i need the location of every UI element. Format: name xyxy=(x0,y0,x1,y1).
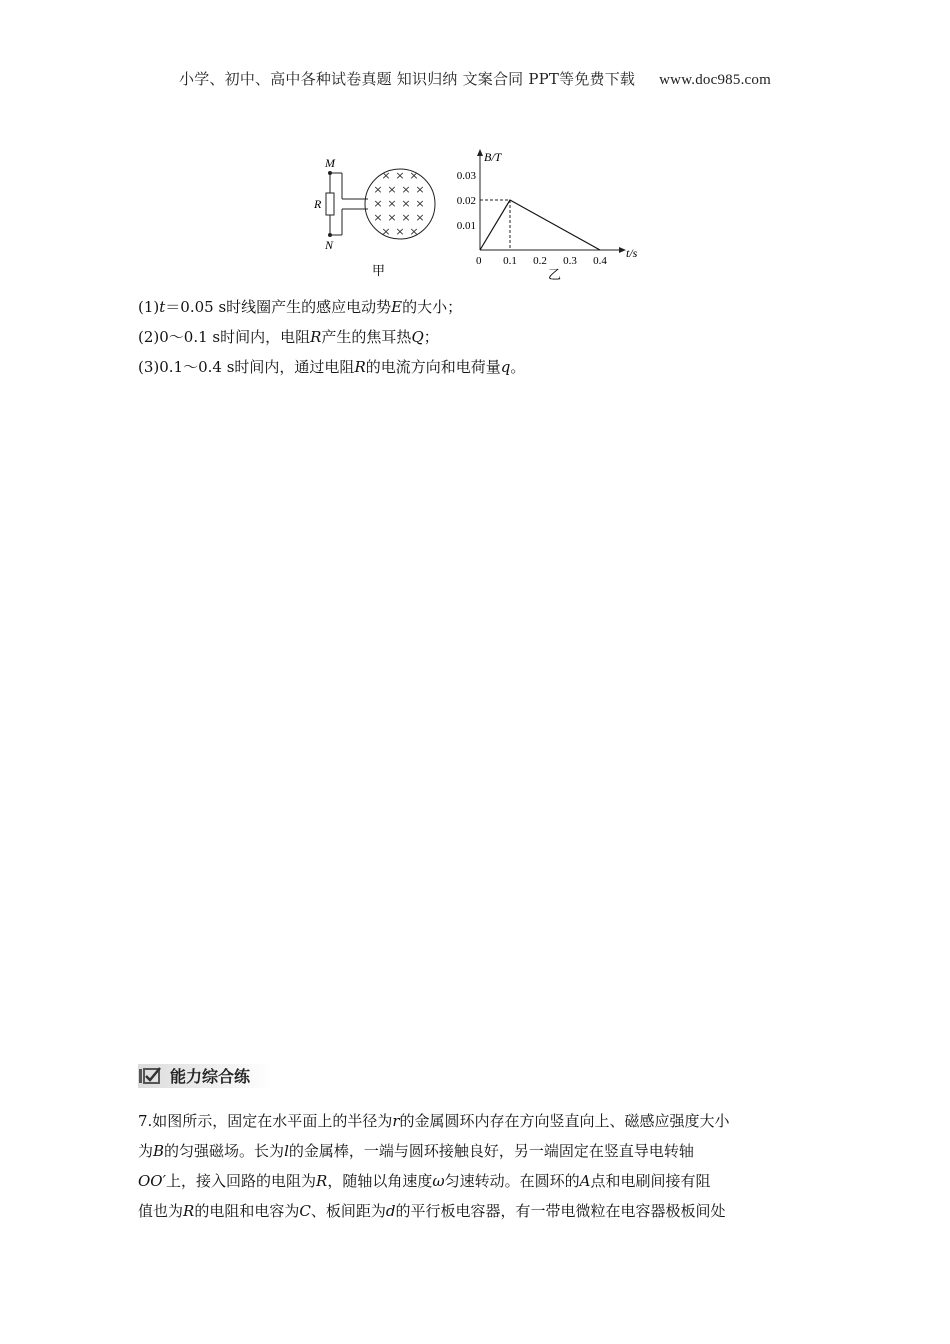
label-n: N xyxy=(325,238,334,252)
q1-text: ＝0.05 s时线圈产生的感应电动势 xyxy=(165,298,392,316)
q1-text: (1) xyxy=(138,298,160,316)
header-site: www.doc985.com xyxy=(659,72,771,88)
problem-7-line: OO′上，接入回路的电阻为R，随轴以角速度ω匀速转动。在圆环的A点和电刷间接有阻 xyxy=(138,1172,711,1190)
x-axis-label: t/s xyxy=(626,246,638,260)
magnetic-field-crosses xyxy=(373,169,424,238)
checklist-icon xyxy=(138,1065,162,1085)
q2-text: 产生的焦耳热 xyxy=(321,328,412,346)
q2-text: (2)0～0.1 s时间内，电阻 xyxy=(138,328,311,346)
field-cross: × xyxy=(381,225,391,238)
page-header xyxy=(0,68,950,89)
field-cross: × xyxy=(409,225,419,238)
label-r: R xyxy=(314,197,322,211)
x-axis-arrow xyxy=(619,247,626,253)
b-t-series-line xyxy=(480,200,600,250)
header-text: 小学、初中、高中各种试卷真题 知识归纳 文案合同 PPT等免费下载 xyxy=(179,70,636,88)
problem-7-line: 7.如图所示，固定在水平面上的半径为r的金属圆环内存在方向竖直向上、磁感应强度大小 xyxy=(138,1112,730,1130)
q2-var-q: Q xyxy=(411,328,424,346)
figure-jia xyxy=(300,145,450,285)
field-cross: × xyxy=(409,169,419,182)
q2-var-r: R xyxy=(310,328,322,346)
x-tick-label: 0.2 xyxy=(533,255,547,267)
label-m: M xyxy=(325,156,335,170)
q1-var-t: t xyxy=(159,298,166,316)
q1-var-e: E xyxy=(391,298,403,316)
y-tick-label: 0.01 xyxy=(456,220,476,232)
field-cross: × xyxy=(395,169,405,182)
problem-7 xyxy=(138,1106,814,1226)
field-cross: × xyxy=(415,183,425,196)
origin-label: 0 xyxy=(476,255,482,267)
field-cross: × xyxy=(387,197,397,210)
problem-figure xyxy=(300,145,660,285)
y-axis-label: B/T xyxy=(484,150,502,164)
caption-jia: 甲 xyxy=(372,264,386,279)
q3-text: 的电流方向和电荷量 xyxy=(365,358,501,376)
field-cross: × xyxy=(381,169,391,182)
q3-var-q: q xyxy=(500,358,511,376)
caption-yi: 乙 xyxy=(548,268,562,283)
q3-text: 。 xyxy=(510,358,526,376)
q2-text: ； xyxy=(423,328,439,346)
question-2 xyxy=(138,326,439,348)
figure-yi-chart xyxy=(450,145,650,285)
field-cross: × xyxy=(387,211,397,224)
q3-var-r: R xyxy=(354,358,366,376)
section-header xyxy=(138,1062,250,1088)
field-cross: × xyxy=(401,197,411,210)
y-tick-label: 0.03 xyxy=(456,170,476,182)
question-3 xyxy=(138,356,525,378)
field-cross: × xyxy=(395,225,405,238)
q3-text: (3)0.1～0.4 s时间内，通过电阻 xyxy=(138,358,355,376)
field-cross: × xyxy=(373,183,383,196)
problem-7-line: 值也为R的电阻和电容为C、板间距为d的平行板电容器，有一带电微粒在电容器极板间处 xyxy=(138,1202,726,1220)
y-axis-arrow xyxy=(477,149,483,156)
x-tick-label: 0.1 xyxy=(503,255,517,267)
problem-7-line: 为B的匀强磁场。长为l的金属棒，一端与圆环接触良好，另一端固定在竖直导电转轴 xyxy=(138,1142,694,1160)
terminal-m-dot xyxy=(328,171,332,175)
field-cross: × xyxy=(415,211,425,224)
field-cross: × xyxy=(373,197,383,210)
q1-text: 的大小； xyxy=(402,298,463,316)
x-tick-label: 0.3 xyxy=(563,255,577,267)
section-title: 能力综合练 xyxy=(170,1066,251,1086)
field-cross: × xyxy=(401,211,411,224)
field-cross: × xyxy=(373,211,383,224)
field-cross: × xyxy=(415,197,425,210)
field-cross: × xyxy=(401,183,411,196)
y-tick-label: 0.02 xyxy=(456,195,476,207)
x-tick-label: 0.4 xyxy=(593,255,607,267)
terminal-n-dot xyxy=(328,233,332,237)
field-cross: × xyxy=(387,183,397,196)
question-1 xyxy=(138,296,462,318)
